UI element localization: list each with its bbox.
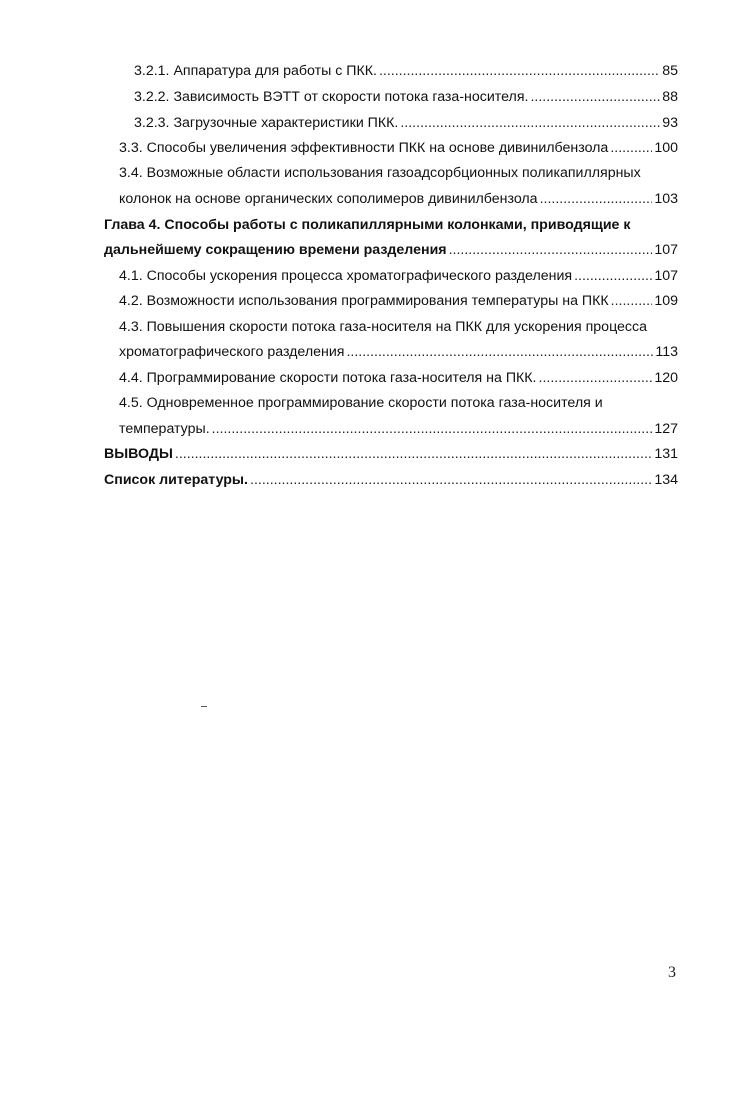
toc-entry-page: 103: [654, 191, 678, 207]
dot-leader: [540, 190, 653, 209]
toc-entry-page: 107: [654, 268, 678, 284]
toc-entry-title: 3.2.1. Аппаратура для работы с ПКК.: [134, 63, 377, 79]
toc-entry-title: 4.2. Возможности использования программирования температуры на ПКК: [119, 293, 609, 309]
toc-entry-4-3-line1: 4.3. Повышения скорости потока газа-носителя на ПКК для ускорения процесса: [119, 319, 647, 335]
toc-entry-4-5-line1: 4.5. Одновременное программирование скорости потока газа-носителя и: [119, 395, 603, 411]
toc-entry-title: ВЫВОДЫ: [104, 446, 173, 462]
toc-entry-title: температуры.: [119, 421, 210, 437]
toc-entry-4-5: [119, 420, 678, 439]
toc-entry-title: хроматографического разделения: [119, 344, 345, 360]
toc-entry-page: 127: [654, 421, 678, 437]
toc-references: [104, 471, 678, 490]
toc-entry-title: 3.3. Способы увеличения эффективности ПКК на основе дивинилбензола: [119, 140, 609, 156]
dot-leader: [530, 88, 660, 107]
toc-chapter-4-line1: Глава 4. Способы работы с поликапиллярными колонками, приводящие к: [104, 217, 631, 233]
toc-entry-3-4-line1: 3.4. Возможные области использования газоадсорбционных поликапиллярных: [119, 165, 641, 181]
toc-entry-4-2: [119, 292, 678, 311]
dot-leader: [574, 267, 652, 286]
dot-leader: [346, 343, 653, 362]
toc-entry-page: 113: [655, 344, 678, 360]
toc-entry-title: дальнейшему сокращению времени разделения: [104, 242, 447, 258]
toc-entry-title: колонок на основе органических сополимеров дивинилбензола: [119, 191, 538, 207]
dot-leader: [400, 114, 660, 133]
toc-entry-4-3: [119, 343, 678, 362]
toc-entry-page: 93: [662, 115, 678, 131]
toc-entry-title: Список литературы.: [104, 472, 248, 488]
toc-entry-3-2-1: [134, 62, 678, 81]
dot-leader: [379, 62, 660, 81]
dot-leader: [175, 445, 652, 464]
toc-entry-4-4: [119, 369, 678, 388]
toc-entry-page: 120: [654, 370, 678, 386]
dot-leader: [539, 369, 653, 388]
toc-entry-title: 3.2.2. Зависимость ВЭТТ от скорости потока газа-носителя.: [134, 89, 529, 105]
toc-entry-page: 100: [654, 140, 678, 156]
toc-chapter-4: [104, 241, 678, 260]
toc-entry-page: 109: [654, 293, 678, 309]
toc-entry-title: 4.1. Способы ускорения процесса хроматографического разделения: [119, 268, 573, 284]
toc-entry-3-4: [119, 190, 678, 209]
toc-entry-page: 88: [662, 89, 678, 105]
toc-entry-4-1: [119, 267, 678, 286]
toc-entry-3-2-2: [134, 88, 678, 107]
toc-entry-3-2-3: [134, 114, 678, 133]
table-of-contents: [0, 0, 733, 520]
dot-leader: [250, 471, 652, 490]
toc-entry-page: 85: [662, 63, 678, 79]
toc-entry-title: 3.2.3. Загрузочные характеристики ПКК.: [134, 115, 399, 131]
page-number: 3: [668, 964, 676, 981]
stray-mark: [201, 706, 207, 707]
toc-entry-page: 134: [654, 472, 678, 488]
toc-entry-3-3: [119, 139, 678, 158]
dot-leader: [449, 241, 653, 260]
toc-entry-page: 107: [654, 242, 678, 258]
toc-entry-page: 131: [654, 446, 678, 462]
dot-leader: [212, 420, 653, 439]
toc-entry-title: 4.4. Программирование скорости потока газа-носителя на ПКК.: [119, 370, 537, 386]
toc-conclusions: [104, 445, 678, 464]
dot-leader: [611, 292, 653, 311]
dot-leader: [610, 139, 652, 158]
